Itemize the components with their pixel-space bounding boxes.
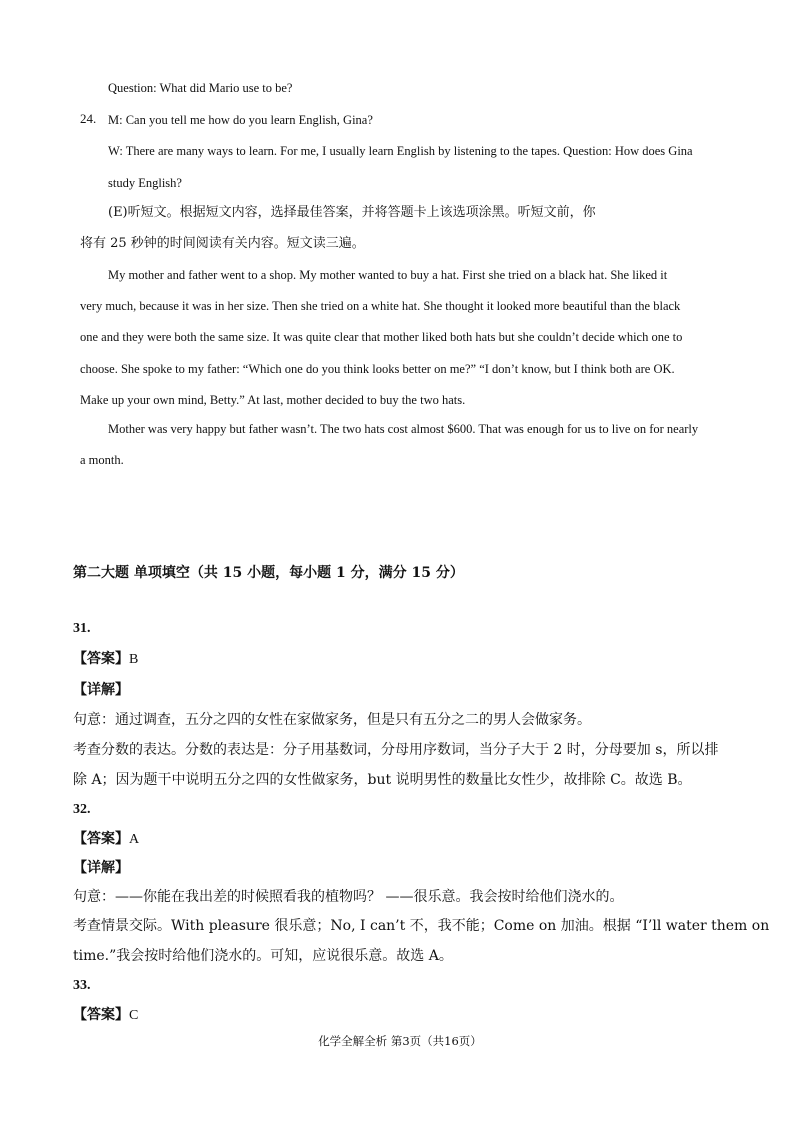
q32-detail-label: 【详解】 — [73, 860, 129, 876]
answer-label: 【答案】 — [73, 1007, 129, 1023]
q31-number: 31. — [73, 621, 91, 636]
q32-detail-line-2: 考查情景交际。With pleasure 很乐意；No, I can’t 不，我不能；Come on 加油。根据 “I’ll water them on — [73, 918, 770, 934]
q32-answer — [73, 830, 139, 849]
q31-detail-label: 【详解】 — [73, 682, 129, 698]
q31-detail-line-2: 考查分数的表达。分数的表达是：分子用基数词，分母用序数词，当分子大于 2 时，分母要加 s，所以排 — [73, 742, 719, 758]
answer-value: C — [129, 1008, 139, 1023]
q31-detail-line-3: 除 A；因为题干中说明五分之四的女性做家务，but 说明男性的数量比女性少，故排除 C。故选 B。 — [73, 772, 692, 788]
answer-label: 【答案】 — [73, 831, 129, 847]
q33-number: 33. — [73, 978, 91, 993]
answer-value: A — [129, 832, 140, 847]
passage-line: very much, because it was in her size. Then she tried on a white hat. She thought it looked more beautiful than the black — [80, 299, 681, 313]
passage-line: a month. — [80, 453, 124, 467]
answer-label: 【答案】 — [73, 651, 129, 667]
part-e-instruction-1: (E)听短文。根据短文内容，选择最佳答案，并将答题卡上该选项涂黑。听短文前，你 — [108, 205, 596, 220]
page-footer: 化学全解全析 第3页（共16页） — [318, 1034, 482, 1048]
q31-detail-line-1: 句意：通过调查，五分之四的女性在家做家务，但是只有五分之二的男人会做家务。 — [73, 712, 591, 728]
q32-number: 32. — [73, 802, 91, 817]
q31-answer — [73, 650, 138, 669]
answer-value: B — [129, 652, 139, 667]
passage-line: Make up your own mind, Betty.” At last, mother decided to buy the two hats. — [80, 393, 466, 407]
q24-woman-line-2: study English? — [108, 176, 182, 190]
q24-woman-line-1: W: There are many ways to learn. For me, I usually learn English by listening to the tapes. Question: How does Gina — [108, 144, 693, 158]
passage-line: My mother and father went to a shop. My mother wanted to buy a hat. First she tried on a black hat. She liked it — [108, 268, 668, 282]
q24-number: 24. — [80, 111, 97, 126]
part-e-instruction-2: 将有 25 秒钟的时间阅读有关内容。短文读三遍。 — [80, 236, 365, 251]
q23-question: Question: What did Mario use to be? — [108, 81, 293, 95]
q32-detail-line-3: time.”我会按时给他们浇水的。可知，应说很乐意。故选 A。 — [73, 948, 453, 964]
q24-man-line: M: Can you tell me how do you learn English, Gina? — [108, 113, 373, 127]
passage-line: one and they were both the same size. It was quite clear that mother liked both hats but she couldn’t decide which one to — [80, 330, 683, 344]
q32-detail-line-1: 句意：——你能在我出差的时候照看我的植物吗？ ——很乐意。我会按时给他们浇水的。 — [73, 889, 624, 905]
section-title: 第二大题 单项填空（共 15 小题，每小题 1 分，满分 15 分） — [73, 565, 464, 581]
passage-line: choose. She spoke to my father: “Which one do you think looks better on me?” “I don’t know, but I think both are OK. — [80, 362, 675, 376]
passage-line: Mother was very happy but father wasn’t. The two hats cost almost $600. That was enough for us to live on for nearly — [108, 422, 699, 436]
q33-answer — [73, 1006, 138, 1025]
